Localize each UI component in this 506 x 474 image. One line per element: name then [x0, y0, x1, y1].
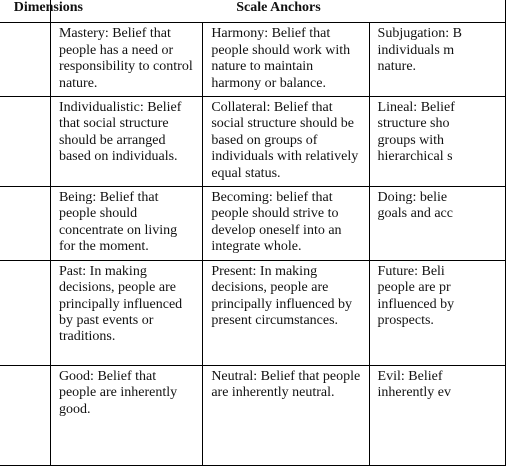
- anchor-cell-3: Doing: belie goals and acc: [369, 187, 505, 261]
- anchor-cell-1: Past: In making decisions, people are principally influenced by past events or traditions.: [50, 260, 202, 365]
- anchor-cell-3: Lineal: Belief structure sho groups with hierarchical s: [369, 97, 505, 187]
- table-header-row: [0, 0, 506, 23]
- dimension-text: [0, 369, 55, 435]
- table-row: [0, 365, 506, 465]
- anchor-cell-1: Good: Belief that people are inherently good.: [50, 365, 202, 465]
- dimension-text: [0, 190, 55, 223]
- anchor-cell-2: Harmony: Belief that people should work with nature to maintain harmony or balance.: [203, 23, 369, 97]
- anchor-cell-3: Evil: Belief inherently ev: [369, 365, 505, 465]
- table-row: [0, 187, 506, 261]
- dimension-cell: [0, 365, 50, 465]
- dimensions-header: [0, 0, 83, 23]
- dimension-text: [0, 264, 55, 330]
- anchor-cell-1: Being: Belief that people should concentrate on living for the moment.: [50, 187, 202, 261]
- dimension-cell: [0, 260, 50, 365]
- scale-anchors-header: Scale Anchors: [50, 0, 505, 23]
- dimension-cell: [0, 187, 50, 261]
- anchor-cell-2: Becoming: belief that people should strive to develop oneself into an integrate whole.: [203, 187, 369, 261]
- dimension-text: [0, 26, 55, 75]
- anchor-cell-1: Mastery: Belief that people has a need or responsibility to control nature.: [50, 23, 202, 97]
- anchor-cell-3: Future: Beli people are pr influenced by prospects.: [369, 260, 505, 365]
- anchor-cell-2: Neutral: Belief that people are inherently neutral.: [203, 365, 369, 465]
- anchor-cell-2: Collateral: Belief that social structure should be based on groups of individuals with relatively equal status.: [203, 97, 369, 187]
- anchor-cell-1: Individualistic: Belief that social structure should be arranged based on individuals.: [50, 97, 202, 187]
- table-row: [0, 260, 506, 365]
- table-row: [0, 23, 506, 97]
- dimension-cell: [0, 23, 50, 97]
- dimension-text: [0, 100, 55, 133]
- dimensions-header-text: Dimensions: [13, 0, 83, 15]
- dimension-cell: [0, 97, 50, 187]
- anchor-cell-2: Present: In making decisions, people are principally influenced by present circumstances.: [203, 260, 369, 365]
- table-row: [0, 97, 506, 187]
- anchor-cell-3: Subjugation: B individuals m nature.: [369, 23, 505, 97]
